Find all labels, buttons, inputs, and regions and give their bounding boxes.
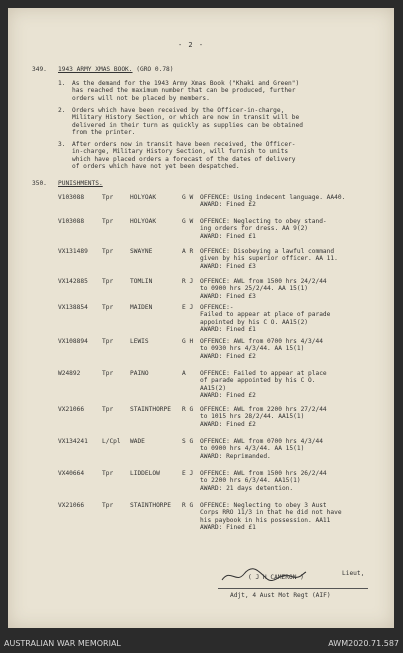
- service-number: VX40664: [58, 470, 85, 477]
- page-number: - 2 -: [178, 41, 205, 49]
- service-number: VX108894: [58, 338, 88, 345]
- signatory-rank: Lieut,: [342, 570, 365, 577]
- initials: R G: [182, 502, 194, 509]
- rank: Tpr: [102, 278, 114, 285]
- document-page: [8, 8, 394, 628]
- service-number: VX138854: [58, 304, 88, 311]
- item-text: Orders which have been received by the Officer-in-charge, Military History Section, or which are now in transit will be delivered in their turn as quickly as supplies can be obtained from the printer.: [72, 107, 303, 137]
- section-349-title: 1943 ARMY XMAS BOOK.: [58, 66, 133, 73]
- signatory-role: Adjt, 4 Aust Mot Regt (AIF): [230, 592, 331, 599]
- punishment-record: [58, 502, 388, 542]
- offence-detail: OFFENCE: Disobeying a lawful command given by his superior officer. AA 11. AWARD: Fined £3: [200, 248, 338, 270]
- initials: A: [182, 370, 186, 377]
- surname: TOMLIN: [130, 278, 153, 285]
- surname: SWAYNE: [130, 248, 153, 255]
- rank: Tpr: [102, 304, 114, 311]
- surname: LIDDELOW: [130, 470, 160, 477]
- archive-footer: [0, 636, 403, 653]
- surname: STAINTHORPE: [130, 502, 171, 509]
- item-text: After orders now in transit have been received, the Officer- in-charge, Military History Section, will furnish to units which have placed orders a forecast of the dates of delivery of orders which have not yet been despatched.: [72, 141, 296, 171]
- signature-stamp: ( J H CAMERON ): [248, 574, 304, 581]
- rank: Tpr: [102, 248, 114, 255]
- service-number: V103088: [58, 218, 85, 225]
- service-number: VX21066: [58, 406, 85, 413]
- offence-detail: OFFENCE: AWL from 0700 hrs 4/3/44 to 0900 hrs 4/3/44. AA 15(1) AWARD: Reprimanded.: [200, 438, 323, 460]
- surname: HOLYOAK: [130, 218, 157, 225]
- rank: Tpr: [102, 194, 114, 201]
- section-350-title: PUNISHMENTS.: [58, 180, 103, 187]
- service-number: VX21066: [58, 502, 85, 509]
- service-number: VX142885: [58, 278, 88, 285]
- rank: Tpr: [102, 218, 114, 225]
- section-349-number: 349.: [32, 66, 47, 73]
- initials: G W: [182, 194, 194, 201]
- surname: STAINTHORPE: [130, 406, 171, 413]
- archive-name: AUSTRALIAN WAR MEMORIAL: [4, 639, 121, 648]
- item-number: 3.: [58, 141, 66, 148]
- surname: MAIDEN: [130, 304, 153, 311]
- rank: Tpr: [102, 406, 114, 413]
- offence-detail: OFFENCE: AWL from 1500 hrs 26/2/44 to 2200 hrs 6/3/44. AA15(1) AWARD: 21 days detention.: [200, 470, 327, 492]
- section-350-number: 350.: [32, 180, 47, 187]
- rank: Tpr: [102, 338, 114, 345]
- offence-detail: OFFENCE: AWL from 2200 hrs 27/2/44 to 1015 hrs 28/2/44. AA15(1) AWARD: Fined £2: [200, 406, 327, 428]
- initials: E J: [182, 470, 194, 477]
- initials: A R: [182, 248, 194, 255]
- offence-detail: OFFENCE: AWL from 1500 hrs 24/2/44 to 0900 hrs 25/2/44. AA 15(1) AWARD: Fined £3: [200, 278, 327, 300]
- initials: S G: [182, 438, 194, 445]
- rank: Tpr: [102, 370, 114, 377]
- offence-detail: OFFENCE: Neglecting to obey 3 Aust Corps RRO 11/3 in that he did not have his paybook in his possession. AA11 AWARD: Fined £1: [200, 502, 342, 532]
- item-text: As the demand for the 1943 Army Xmas Book ("Khaki and Green") has reached the maximum number that can be produced, further orders will not be placed by members.: [72, 80, 300, 102]
- offence-detail: OFFENCE: AWL from 0700 hrs 4/3/44 to 0930 hrs 4/3/44. AA 15(1) AWARD: Fined £2: [200, 338, 323, 360]
- initials: R J: [182, 278, 194, 285]
- rank: Tpr: [102, 470, 114, 477]
- initials: G W: [182, 218, 194, 225]
- item-number: 2.: [58, 107, 66, 114]
- section-349-ref: (GRO 0.78): [136, 66, 174, 73]
- service-number: VX134241: [58, 438, 88, 445]
- surname: PAINO: [130, 370, 149, 377]
- surname: WADE: [130, 438, 145, 445]
- offence-detail: OFFENCE: Using indecent language. AA40. AWARD: Fined £2: [200, 194, 346, 209]
- initials: G H: [182, 338, 194, 345]
- surname: LEWIS: [130, 338, 149, 345]
- service-number: VX131489: [58, 248, 88, 255]
- offence-detail: OFFENCE: Failed to appear at place of parade appointed by his C O. AA15(2) AWARD: Fined £2: [200, 370, 327, 400]
- initials: R G: [182, 406, 194, 413]
- rank: L/Cpl: [102, 438, 121, 445]
- service-number: V103088: [58, 194, 85, 201]
- item-number: 1.: [58, 80, 66, 87]
- offence-detail: OFFENCE:- Failed to appear at place of parade appointed by his C O. AA15(2) AWARD: Fined £1: [200, 304, 331, 334]
- rank: Tpr: [102, 502, 114, 509]
- offence-detail: OFFENCE: Neglecting to obey stand- ing orders for dress. AA 9(2) AWARD: Fined £1: [200, 218, 327, 240]
- punishment-record: [58, 370, 388, 410]
- initials: E J: [182, 304, 194, 311]
- archive-reference: AWM2020.71.587: [328, 639, 399, 648]
- surname: HOLYOAK: [130, 194, 157, 201]
- service-number: W24892: [58, 370, 81, 377]
- section-349-heading: [58, 66, 174, 73]
